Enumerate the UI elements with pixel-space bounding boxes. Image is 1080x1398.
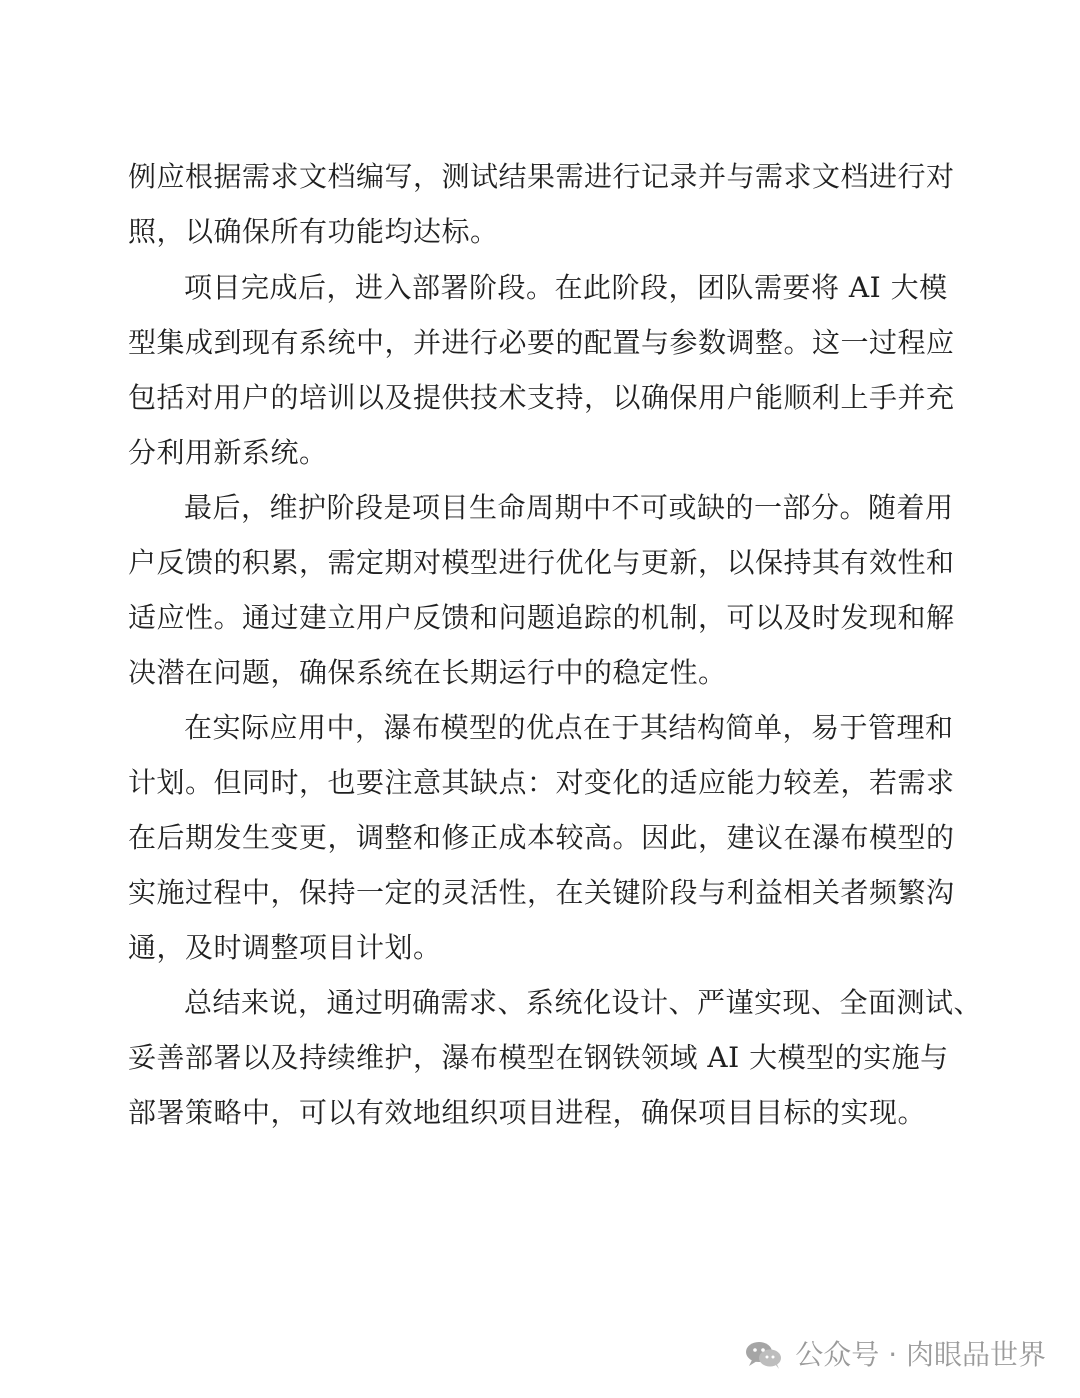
text-line: 包括对用户的培训以及提供技术支持，以确保用户能顺利上手并充	[128, 381, 955, 414]
text-line: 户反馈的积累，需定期对模型进行优化与更新，以保持其有效性和	[128, 546, 955, 579]
wechat-watermark	[743, 1338, 1046, 1372]
watermark-text: 公众号 · 肉眼品世界	[795, 1338, 1046, 1371]
text-line: 计划。但同时，也要注意其缺点：对变化的适应能力较差，若需求	[128, 766, 955, 799]
text-line: 分利用新系统。	[128, 436, 328, 469]
text-line: 实施过程中，保持一定的灵活性，在关键阶段与利益相关者频繁沟	[128, 876, 955, 909]
text-line: 例应根据需求文档编写，测试结果需进行记录并与需求文档进行对	[128, 160, 955, 193]
text-line: 在后期发生变更，调整和修正成本较高。因此，建议在瀑布模型的	[128, 821, 955, 854]
text-line: 照，以确保所有功能均达标。	[128, 215, 499, 248]
text-line: 型集成到现有系统中，并进行必要的配置与参数调整。这一过程应	[128, 326, 955, 359]
paragraph-start-line: 总结来说，通过明确需求、系统化设计、严谨实现、全面测试、	[184, 986, 983, 1019]
text-line: 决潜在问题，确保系统在长期运行中的稳定性。	[128, 656, 727, 689]
text-line: 适应性。通过建立用户反馈和问题追踪的机制，可以及时发现和解	[128, 601, 955, 634]
wechat-icon	[743, 1338, 785, 1372]
paragraph-start-line: 最后，维护阶段是项目生命周期中不可或缺的一部分。随着用	[184, 491, 954, 524]
paragraph-start-line: 在实际应用中，瀑布模型的优点在于其结构简单，易于管理和	[184, 711, 954, 744]
paragraph-start-line: 项目完成后，进入部署阶段。在此阶段，团队需要将 AI 大模	[184, 271, 948, 304]
text-line: 妥善部署以及持续维护，瀑布模型在钢铁领域 AI 大模型的实施与	[128, 1041, 949, 1074]
text-line: 通，及时调整项目计划。	[128, 931, 442, 964]
text-line: 部署策略中，可以有效地组织项目进程，确保项目目标的实现。	[128, 1096, 927, 1129]
